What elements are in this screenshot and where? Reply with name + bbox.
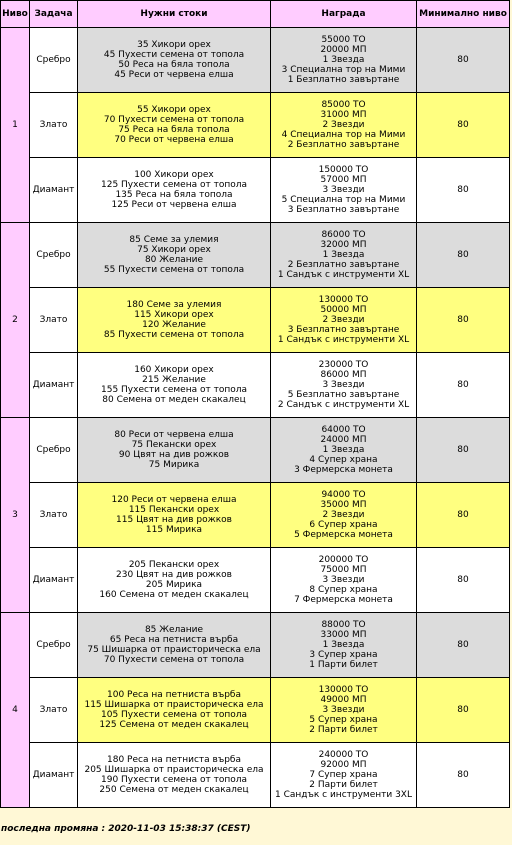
table-row (1, 743, 509, 807)
reward-line: 1 Сандък с инструменти XL (277, 335, 410, 345)
goods-line: 85 Желание (144, 625, 204, 635)
table-row (1, 548, 509, 612)
goods-line: 80 Желание (144, 255, 204, 265)
reward-line: 50000 МП (320, 305, 367, 315)
reward-line: 1 Звезда (322, 445, 365, 455)
goods-line: 70 Пухести семена от топола (103, 115, 245, 125)
task-cell: Сребро (30, 418, 77, 482)
reward-line: 20000 МП (320, 45, 367, 55)
header-task: Задача (30, 1, 77, 27)
reward-line: 6 Супер храна (309, 520, 378, 530)
goods-line: 70 Реси от червена елша (114, 135, 234, 145)
task-cell: Диамант (30, 548, 77, 612)
reward-line: 4 Супер храна (309, 455, 378, 465)
goods-line: 75 Пекански орех (131, 440, 217, 450)
goods-line: 55 Пухести семена от топола (103, 265, 245, 275)
reward-line: 2 Звезди (322, 510, 365, 520)
goods-line: 85 Пухести семена от топола (103, 330, 245, 340)
min-level-cell: 80 (417, 483, 509, 547)
table-row (1, 353, 509, 417)
goods-line: 120 Желание (142, 320, 206, 330)
reward-line: 7 Фермерска монета (294, 595, 393, 605)
reward-line: 3 Специална тор на Мими (281, 65, 406, 75)
reward-line: 31000 МП (320, 110, 367, 120)
reward-cell (271, 418, 416, 482)
reward-cell (271, 613, 416, 677)
goods-line: 160 Семена от меден скакалец (99, 590, 249, 600)
reward-line: 5 Безплатно завъртане (287, 390, 400, 400)
reward-line: 75000 МП (320, 565, 367, 575)
reward-line: 57000 МП (320, 175, 367, 185)
goods-line: 115 Пекански орех (128, 505, 220, 515)
reward-line: 86000 МП (320, 370, 367, 380)
min-level-cell: 80 (417, 743, 509, 807)
reward-line: 5 Фермерска монета (294, 530, 393, 540)
goods-line: 215 Желание (142, 375, 206, 385)
goods-line: 75 Мирика (148, 460, 200, 470)
goods-line: 115 Мирика (145, 525, 203, 535)
reward-line: 3 Звезди (322, 380, 365, 390)
reward-line: 3 Супер храна (309, 650, 378, 660)
table-row (1, 483, 509, 547)
reward-line: 3 Фермерска монета (294, 465, 393, 475)
goods-line: 115 Шишарка от праисторическа ела (84, 700, 264, 710)
level-cell: 3 (1, 418, 29, 612)
goods-line: 75 Реса на бяла топола (118, 125, 230, 135)
reward-line: 240000 ТО (318, 750, 369, 760)
goods-cell (78, 158, 270, 222)
goods-line: 135 Реса на бяла топола (115, 190, 233, 200)
reward-line: 35000 МП (320, 500, 367, 510)
goods-line: 205 Шишарка от праисторическа ела (84, 765, 264, 775)
last-modified: последна промяна : 2020-11-03 15:38:37 (CEST) (1, 824, 251, 834)
min-level-cell: 80 (417, 223, 509, 287)
goods-line: 100 Хикори орех (134, 170, 214, 180)
reward-line: 64000 ТО (321, 425, 366, 435)
reward-line: 94000 ТО (321, 490, 366, 500)
reward-line: 5 Супер храна (309, 715, 378, 725)
goods-line: 65 Реса на петниста върба (109, 635, 239, 645)
goods-line: 125 Реси от червена елша (111, 200, 237, 210)
reward-line: 49000 МП (320, 695, 367, 705)
goods-line: 50 Реса на бяла топола (118, 60, 230, 70)
goods-line: 75 Хикори орех (137, 245, 211, 255)
table-row (1, 678, 509, 742)
min-level-cell: 80 (417, 613, 509, 677)
goods-line: 160 Хикори орех (134, 365, 214, 375)
reward-cell (271, 548, 416, 612)
goods-line: 180 Реса на петниста върба (107, 755, 241, 765)
reward-cell (271, 223, 416, 287)
reward-cell (271, 158, 416, 222)
min-level-cell: 80 (417, 158, 509, 222)
task-cell: Сребро (30, 28, 77, 92)
table-row (1, 223, 509, 287)
goods-cell (78, 483, 270, 547)
reward-cell (271, 743, 416, 807)
goods-line: 45 Пухести семена от топола (103, 50, 245, 60)
goods-line: 190 Пухести семена от топола (101, 775, 247, 785)
reward-cell (271, 288, 416, 352)
reward-line: 3 Безплатно завъртане (287, 325, 400, 335)
goods-line: 35 Хикори орех (137, 40, 211, 50)
goods-cell (78, 28, 270, 92)
reward-line: 2 Парти билет (309, 725, 378, 735)
reward-line: 2 Безплатно завъртане (287, 140, 400, 150)
reward-line: 2 Звезди (322, 120, 365, 130)
min-level-cell: 80 (417, 678, 509, 742)
min-level-cell: 80 (417, 353, 509, 417)
goods-cell (78, 743, 270, 807)
reward-line: 1 Звезда (322, 55, 365, 65)
min-level-cell: 80 (417, 418, 509, 482)
reward-line: 200000 ТО (318, 555, 369, 565)
reward-line: 88000 ТО (321, 620, 366, 630)
reward-line: 3 Звезди (322, 705, 365, 715)
header-goods: Нужни стоки (78, 1, 270, 27)
task-cell: Сребро (30, 613, 77, 677)
table-row (1, 288, 509, 352)
reward-cell (271, 353, 416, 417)
goods-cell (78, 93, 270, 157)
table-row (1, 28, 509, 92)
reward-line: 1 Звезда (322, 640, 365, 650)
task-cell: Злато (30, 93, 77, 157)
reward-line: 1 Парти билет (309, 660, 378, 670)
min-level-cell: 80 (417, 288, 509, 352)
reward-cell (271, 93, 416, 157)
goods-line: 70 Пухести семена от топола (103, 655, 245, 665)
reward-line: 85000 ТО (321, 100, 366, 110)
goods-line: 115 Хикори орех (134, 310, 214, 320)
reward-line: 130000 ТО (318, 685, 369, 695)
reward-line: 4 Специална тор на Мими (281, 130, 406, 140)
level-cell: 1 (1, 28, 29, 222)
goods-line: 120 Реси от червена елша (111, 495, 237, 505)
reward-line: 55000 ТО (321, 35, 366, 45)
reward-line: 130000 ТО (318, 295, 369, 305)
goods-line: 250 Семена от меден скакалец (99, 785, 249, 795)
table-row (1, 613, 509, 677)
reward-line: 2 Звезди (322, 315, 365, 325)
reward-line: 1 Безплатно завъртане (287, 75, 400, 85)
goods-line: 125 Пухести семена от топола (101, 180, 247, 190)
goods-line: 85 Семе за улемия (129, 235, 219, 245)
reward-line: 2 Парти билет (309, 780, 378, 790)
min-level-cell: 80 (417, 28, 509, 92)
table-body (1, 28, 509, 807)
table-row (1, 418, 509, 482)
reward-line: 8 Супер храна (309, 585, 378, 595)
reward-line: 86000 ТО (321, 230, 366, 240)
goods-cell (78, 353, 270, 417)
goods-line: 100 Реса на петниста върба (107, 690, 241, 700)
reward-line: 1 Сандък с инструменти XL (277, 270, 410, 280)
goods-cell (78, 613, 270, 677)
task-cell: Злато (30, 483, 77, 547)
goods-line: 115 Цвят на див рожков (116, 515, 232, 525)
level-cell: 4 (1, 613, 29, 807)
goods-cell (78, 288, 270, 352)
reward-line: 3 Звезди (322, 185, 365, 195)
level-cell: 2 (1, 223, 29, 417)
reward-line: 150000 ТО (318, 165, 369, 175)
header-level: Ниво (1, 1, 29, 27)
goods-cell (78, 223, 270, 287)
min-level-cell: 80 (417, 93, 509, 157)
goods-cell (78, 418, 270, 482)
goods-line: 205 Мирика (145, 580, 203, 590)
reward-line: 32000 МП (320, 240, 367, 250)
goods-line: 180 Семе за улемия (126, 300, 222, 310)
reward-line: 1 Звезда (322, 250, 365, 260)
reward-line: 33000 МП (320, 630, 367, 640)
header-row (1, 1, 509, 27)
min-level-cell: 80 (417, 548, 509, 612)
header-min-level: Минимално ниво (417, 1, 509, 27)
goods-line: 55 Хикори орех (137, 105, 211, 115)
reward-cell (271, 678, 416, 742)
table-row (1, 93, 509, 157)
header-reward: Награда (271, 1, 416, 27)
table-row (1, 158, 509, 222)
reward-line: 7 Супер храна (309, 770, 378, 780)
goods-cell (78, 548, 270, 612)
task-cell: Диамант (30, 353, 77, 417)
reward-line: 3 Звезди (322, 575, 365, 585)
goods-cell (78, 678, 270, 742)
goods-line: 80 Семена от меден скакалец (102, 395, 246, 405)
goods-line: 90 Цвят на див рожков (118, 450, 230, 460)
goods-line: 75 Шишарка от праисторическа ела (87, 645, 261, 655)
reward-line: 5 Специална тор на Мими (281, 195, 406, 205)
task-cell: Диамант (30, 743, 77, 807)
goods-line: 155 Пухести семена от топола (101, 385, 247, 395)
goods-line: 230 Цвят на див рожков (116, 570, 232, 580)
reward-cell (271, 483, 416, 547)
reward-line: 2 Безплатно завъртане (287, 260, 400, 270)
reward-cell (271, 28, 416, 92)
goods-line: 45 Реси от червена елша (114, 70, 234, 80)
reward-line: 24000 МП (320, 435, 367, 445)
goods-line: 105 Пухести семена от топола (101, 710, 247, 720)
task-cell: Злато (30, 678, 77, 742)
reward-line: 92000 МП (320, 760, 367, 770)
reward-line: 1 Сандък с инструменти 3XL (275, 790, 412, 800)
goods-line: 205 Пекански орех (128, 560, 220, 570)
goods-line: 80 Реси от червена елша (114, 430, 234, 440)
reward-line: 2 Сандък с инструменти XL (277, 400, 410, 410)
goods-line: 125 Семена от меден скакалец (99, 720, 249, 730)
reward-line: 230000 ТО (318, 360, 369, 370)
task-cell: Злато (30, 288, 77, 352)
task-cell: Диамант (30, 158, 77, 222)
task-cell: Сребро (30, 223, 77, 287)
reward-line: 3 Безплатно завъртане (287, 205, 400, 215)
